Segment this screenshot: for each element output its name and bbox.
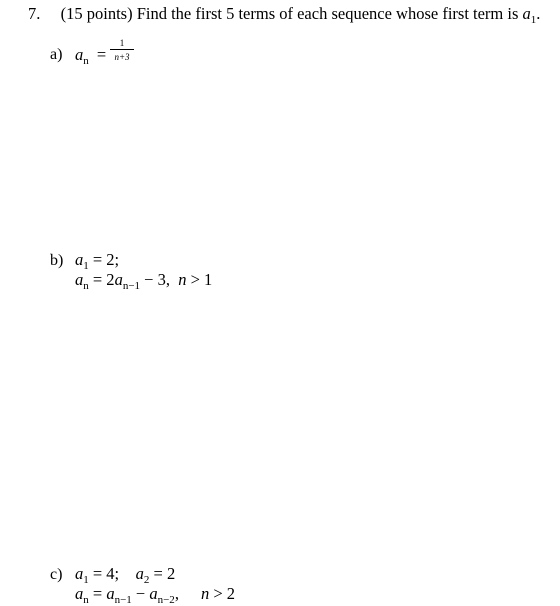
part-c-line2-minus: − (131, 584, 150, 603)
part-a-var: a (75, 45, 84, 64)
part-b-line1-sub: 1 (83, 260, 89, 272)
question-prompt: (15 points) Find the first 5 terms of each sequence whose first term is (60, 4, 523, 23)
first-term-sub: 1 (530, 14, 537, 26)
part-b-line-1 (75, 250, 119, 272)
part-c-line2-comma: , (174, 584, 179, 603)
part-a-denominator: n+3 (114, 52, 130, 62)
part-a-equals: = (96, 45, 107, 64)
part-c-line2-var: a (75, 584, 84, 603)
part-a-fraction (110, 38, 134, 62)
part-c-line1-var1: a (75, 564, 84, 583)
part-b-line2-sub2: n−1 (122, 280, 141, 292)
part-c-line2-eq: = (88, 584, 107, 603)
part-c-line-1 (75, 564, 175, 586)
part-c-cond-rest: > 2 (209, 584, 235, 603)
part-c-line2-sub: n (83, 594, 89, 606)
part-c-line2-sub-a: n−1 (114, 594, 132, 606)
part-c-line1-var2: a (135, 564, 144, 583)
question-header (28, 4, 540, 26)
part-c-line2-sub-b: n−2 (157, 594, 175, 606)
part-c-line1-sub2: 2 (143, 574, 150, 586)
part-b-cond-var: n (178, 270, 187, 289)
part-a-sub: n (83, 55, 89, 67)
part-b-line1-rest: = 2; (88, 250, 120, 269)
part-b-label: b) (50, 252, 64, 269)
part-b-line2-rest: − 3, (140, 270, 179, 289)
part-a-lhs (75, 45, 106, 67)
part-c-line1-rest1: = 4; (88, 564, 136, 583)
part-c-line2-var-b: a (149, 584, 158, 603)
part-c-label: c) (50, 566, 63, 583)
part-c-line1-rest2: = 2 (149, 564, 176, 583)
part-c-line1-sub1: 1 (83, 574, 89, 586)
part-b-line2-var2: a (114, 270, 123, 289)
part-a-label: a) (50, 46, 63, 63)
part-b-cond-rest: > 1 (186, 270, 213, 289)
part-c-cond-var: n (200, 584, 210, 603)
part-b-line2-sub: n (83, 280, 89, 292)
part-a-fraction-bar (110, 49, 134, 50)
question-number: 7. (28, 4, 41, 23)
part-b-line-2 (75, 270, 212, 292)
part-c-line2-var-a: a (106, 584, 115, 603)
first-term-var: a (522, 4, 531, 23)
part-b-line2-eq: = 2 (88, 270, 115, 289)
question-period: . (536, 4, 541, 23)
part-a-numerator: 1 (119, 38, 125, 48)
part-b-line1-var: a (75, 250, 84, 269)
part-b-line2-var: a (75, 270, 84, 289)
part-c-line-2 (75, 584, 235, 606)
